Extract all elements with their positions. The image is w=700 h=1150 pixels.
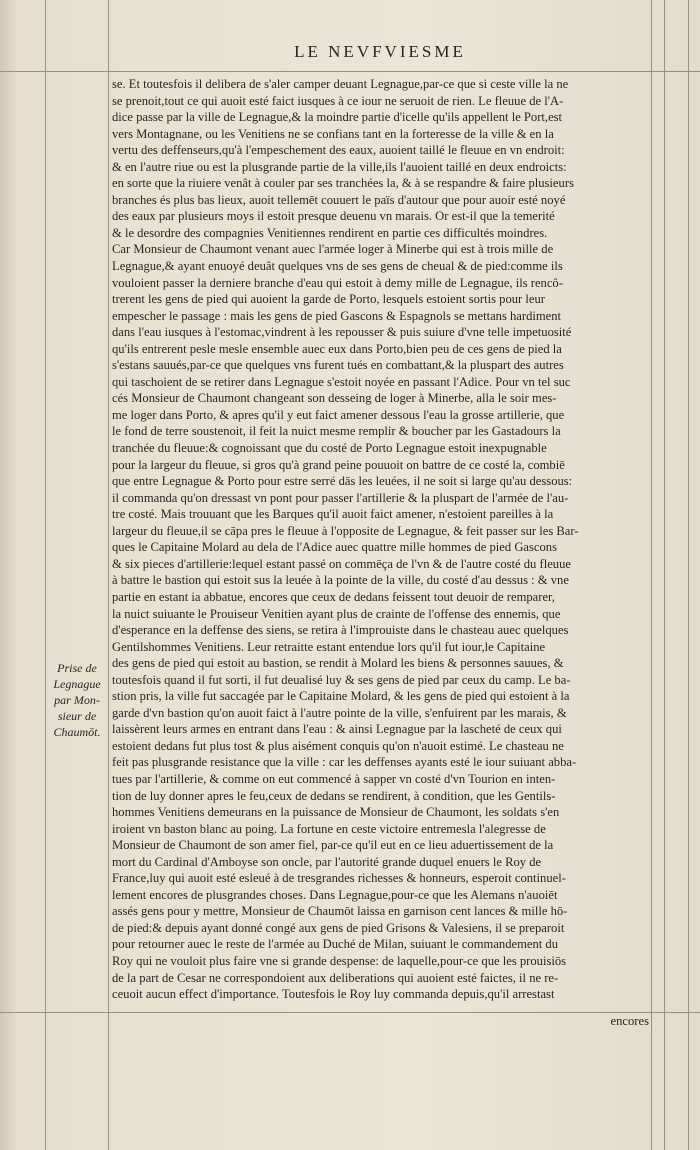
text-line: & six pieces d'artillerie:lequel estant passé on commēça de l'vn & de l'autre costé du fleuue	[112, 556, 571, 571]
text-line: feit pas plusgrande resistance que la ville : car les deffenses ayants esté le iour suiuant abba-	[112, 755, 577, 770]
text-line: garde d'vn bastion qu'on auoit faict à l'autre pointe de la ville, s'enfuirent par les marais, &	[112, 705, 567, 720]
text-line: s'estans sauués,par-ce que quelques vns furent tués en combattant,& la pluspart des autres	[112, 358, 564, 373]
margin-note-line: par Mon-	[54, 693, 100, 707]
margin-note	[48, 660, 106, 740]
text-line: empescher le passage : mais les gens de pied Gascons & Espagnols se mettans hardiment	[112, 308, 562, 323]
text-line: ceuoit aucun effect d'importance. Toutesfois le Roy luy commanda depuis,qu'il arrestast	[112, 987, 555, 1002]
text-line: il commanda qu'on dressast vn pont pour passer l'artillerie & la pluspart de l'armée de l'au-	[112, 490, 569, 505]
text-line: estoient dedans fut plus tost & plus aisément conquis qu'on n'auoit estimé. Le chasteau ne	[112, 738, 564, 753]
text-line: qui taschoient de se retirer dans Legnague s'estoit noyée en passant l'Adice. Pour vn tel suc	[112, 374, 571, 389]
margin-rule	[45, 0, 46, 1150]
margin-note-line: sieur de	[57, 709, 97, 723]
text-line: assés gens pour y mettre, Monsieur de Chaumōt laissa en garnison cent lances & mille hō-	[112, 904, 568, 919]
text-line: des eaux par plusieurs moys il estoit presque deuenu vn marais. Or est-il que la temerité	[112, 209, 555, 224]
text-line: Monsieur de Chaumont de son amer fiel, par-ce qu'il eut en ce lieu aduertissement de la	[112, 838, 554, 853]
margin-rule	[664, 0, 665, 1150]
margin-rule	[108, 0, 109, 1150]
text-line: France,luy qui auoit esté esleué à de tresgrandes richesses & honneurs, esperoit continuel-	[112, 871, 566, 886]
text-line: pour la largeur du fleuue, si gros qu'à grand peine pouuoit on battre de ce costé la, combiē	[112, 457, 565, 472]
text-line: vers Montagnane, ou les Venitiens ne se confians tant en la forteresse de la ville & en la	[112, 126, 554, 141]
text-line: de la part de Cesar ne correspondoient aux deliberations qui auoient esté faictes, il ne re-	[112, 970, 559, 985]
text-line: d'esperance en la deffense des siens, se retira à l'improuiste dans le chasteau auec quelques	[112, 623, 569, 638]
header-rule	[0, 71, 700, 72]
text-line: hommes Venitiens demeurans en la puissance de Monsieur de Chaumont, les soldats s'en	[112, 805, 560, 820]
text-line: toutesfois quand il fut sorti, il fut deualisé luy & ses gens de pied par ceux du camp. Le ba-	[112, 672, 571, 687]
text-line: trerent les gens de pied qui auoient la garde de Porto, lesquels estoient sortis pour leur	[112, 292, 545, 307]
text-line: qu'ils entrerent pesle mesle ensemble auec eux dans Porto,bien peu de ces gens de pied la	[112, 341, 562, 356]
text-line: le fond de terre soustenoit, il feit la nuict mesme remplir & boucher par les Gastadours la	[112, 424, 561, 439]
text-line: Legnague,& ayant enuoyé deuât quelques vns de ses gens de cheual & de pied:comme ils	[112, 259, 563, 274]
text-line: Gentilshommes Venitiens. Leur retraitte estant entendue lors qu'il fut iour,le Capitaine	[112, 639, 546, 654]
text-line: tre costé. Mais trouuant que les Barques qu'il auoit faict amener, n'estoient pareilles à la	[112, 507, 554, 522]
text-line: stion pris, la ville fut saccagée par le Capitaine Molard, & les gens de pied qui estoient à la	[112, 689, 570, 704]
text-line: mort du Cardinal d'Amboyse son oncle, par l'autorité grande duquel enuers le Roy de	[112, 854, 542, 869]
text-line: ques le Capitaine Molard au dela de l'Adice auec quattre mille hommes de pied Gascons	[112, 540, 557, 555]
body-text	[112, 76, 652, 1003]
text-line: vouloient passer la derniere branche d'eau qui estoit à demy mille de Legnague, ils rencô-	[112, 275, 563, 290]
margin-rule	[688, 0, 689, 1150]
running-head: LE NEVFVIESME	[294, 42, 466, 61]
text-line: se prenoit,tout ce qui auoit esté faict iusques à ce iour ne seruoit de rien. Le fleuue de l'A-	[112, 93, 564, 108]
text-line: lement encores de plusgrandes choses. Dans Legnague,pour-ce que les Alemans n'auoiēt	[112, 887, 558, 902]
text-line: & le desordre des compagnies Venitiennes rendirent en partie ces difficultés moindres.	[112, 225, 548, 240]
text-line: de pied:& depuis ayant donné congé aux gens de pied Grisons & Valesiens, il se preparoit	[112, 920, 565, 935]
text-line: cés Monsieur de Chaumont changeant son desseing de loger à Minerbe, alla le soir mes-	[112, 391, 557, 406]
margin-note-line: Legnague	[53, 677, 101, 691]
footer-rule	[0, 1012, 700, 1013]
text-line: dice passe par la ville de Legnague,& la moindre partie d'icelle qu'ils appellent le Port,est	[112, 110, 563, 125]
text-line: pour retourner auec le reste de l'armée au Duché de Milan, suiuant le commandement du	[112, 937, 559, 952]
text-line: & en l'autre riue ou est la plusgrande partie de la ville,ils l'auoient taillé en deux endroicts:	[112, 159, 567, 174]
text-line: tion de luy donner apres le feu,ceux de dedans se rendirent, à condition, que les Gentils-	[112, 788, 556, 803]
text-line: largeur du fleuue,il se cāpa pres le fleuue à l'opposite de Legnague, & feit passer sur les Bar-	[112, 523, 579, 538]
text-line: me loger dans Porto, & apres qu'il y eut faict amener dessous l'eau la grosse artillerie, que	[112, 407, 565, 422]
text-line: en sorte que la riuiere venât à couler par ses tranchées la, & à se respandre & faire plusieurs	[112, 176, 574, 191]
margin-note-line: Prise de	[57, 661, 97, 675]
text-line: des gens de pied qui estoit au bastion, se rendit à Molard les biens & personnes sauues, &	[112, 656, 564, 671]
text-line: branches és plus bas lieux, auoit tellemēt couuert le païs d'autour que pour auoir esté noyé	[112, 192, 566, 207]
text-line: tues par l'artillerie, & comme on eut commencé à sapper vn costé d'vn Tourion en inten-	[112, 771, 556, 786]
text-line: laissèrent leurs armes en entrant dans l'eau : & ainsi Legnague par la lascheté de ceux qui	[112, 722, 562, 737]
margin-note-line: Chaumōt.	[53, 725, 101, 739]
text-line: dans l'eau iusques à l'estomac,vindrent à les repousser & puis suiure d'vne telle impetuosité	[112, 325, 572, 340]
text-line: Roy qui ne vouloit plus faire vne si grande despense: de laquelle,pour-ce que les prouisiōs	[112, 953, 567, 968]
text-line: tranchée du fleuue:& cognoissant que du costé de Porto Legnague estoit inexpugnable	[112, 441, 547, 456]
text-line: à battre le bastion qui estoit sus la leuée à la pointe de la ville, du costé d'au dessus : & vne	[112, 573, 569, 588]
text-line: partie en estant ia abbatue, encores que ceux de dedans feissent tout deuoir de remparer,	[112, 589, 555, 604]
text-line: vertu des deffenseurs,qu'à l'empeschement des eaux, auoient taillé le fleuue en vn endroit:	[112, 143, 565, 158]
text-line: iroient vn baston blanc au poing. La fortune en ceste victoire entremesla l'alegresse de	[112, 821, 546, 836]
text-line: se. Et toutesfois il delibera de s'aler camper deuant Legnague,par-ce que si ceste ville la ne	[112, 77, 569, 91]
text-line: que entre Legnague & Porto pour estre serré dās les leuées, il ne soit si large qu'au dessous:	[112, 474, 573, 489]
text-line: Car Monsieur de Chaumont venant auec l'armée loger à Minerbe qui est à trois mille de	[112, 242, 554, 257]
catchword: encores	[610, 1014, 649, 1028]
text-line: la nuict suiuante le Prouiseur Venitien ayant plus de crainte de l'offense des ennemis, que	[112, 606, 561, 621]
